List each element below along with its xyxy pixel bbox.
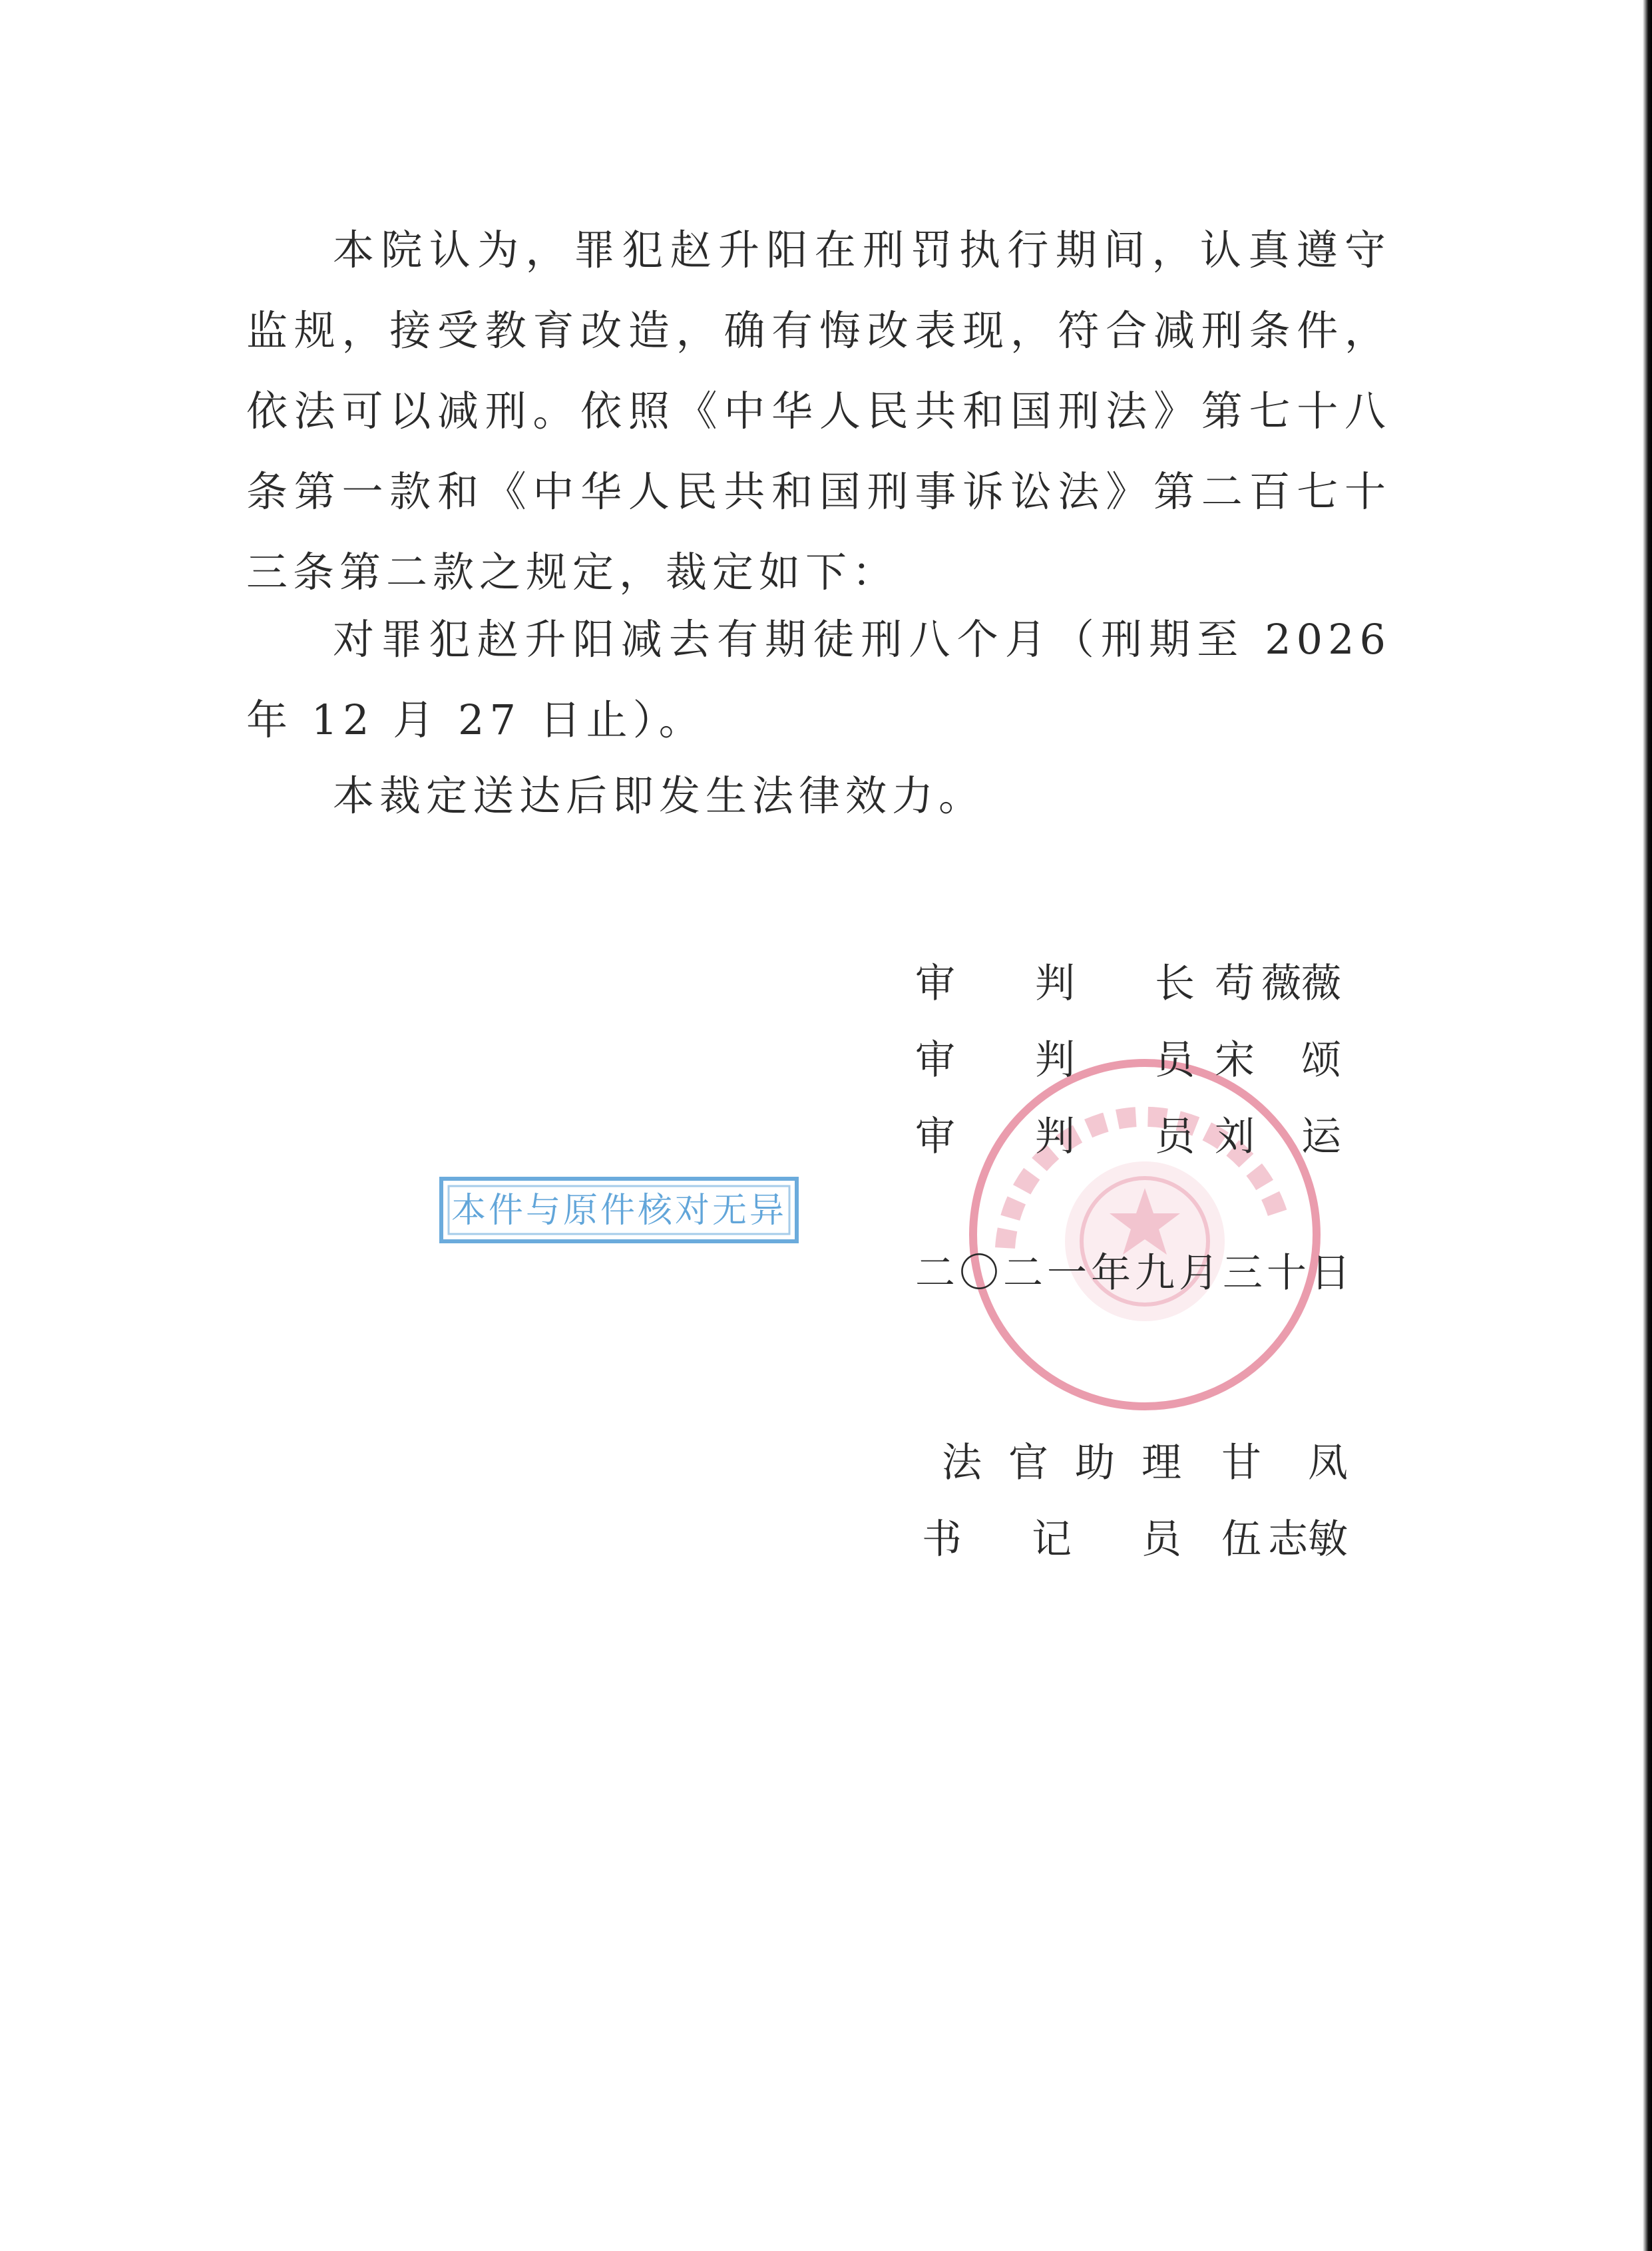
judicial-assistant-line <box>942 1431 1348 1488</box>
judge-2-role: 审 判 员 <box>915 1114 1195 1160</box>
judge-2-line <box>915 1105 1341 1162</box>
judge-1-line <box>915 1028 1341 1086</box>
scan-edge-shadow <box>1643 0 1652 2251</box>
judicial-assistant-name: 甘 凤 <box>1221 1440 1348 1486</box>
judge-1-role: 审 判 员 <box>915 1037 1195 1084</box>
judge-2-name: 刘 运 <box>1215 1114 1341 1160</box>
court-seal <box>958 1048 1331 1421</box>
svg-text:本件与原件核对无异: 本件与原件核对无异 <box>451 1191 787 1231</box>
ruling-reasoning-paragraph: 本院认为，罪犯赵升阳在刑罚执行期间，认真遵守监规，接受教育改造，确有悔改表现，符合减刑条件，依法可以减刑。依照《中华人民共和国刑法》第七十八条第一款和《中华人民共和国刑事诉讼法》第二百七十三条第二款之规定，裁定如下： <box>246 226 1391 596</box>
presiding-judge-role: 审 判 长 <box>915 960 1195 1007</box>
ruling-date: 二〇二一年九月三十日 <box>915 1250 1354 1297</box>
presiding-judge-line <box>915 952 1341 1009</box>
judicial-assistant-role: 法 官 助 理 <box>942 1440 1181 1486</box>
ruling-decision-paragraph: 对罪犯赵升阳减去有期徒刑八个月（刑期至 2026 年 12 月 27 日止）。 <box>246 615 1391 744</box>
clerk-name: 伍 志敏 <box>1221 1516 1348 1563</box>
clerk-line <box>922 1508 1348 1565</box>
copy-verification-stamp <box>439 1177 799 1243</box>
judge-1-name: 宋 颂 <box>1215 1037 1341 1084</box>
ruling-effect-paragraph: 本裁定送达后即发生法律效力。 <box>333 771 986 820</box>
clerk-role: 书 记 员 <box>922 1516 1181 1563</box>
presiding-judge-name: 苟 薇薇 <box>1215 960 1341 1007</box>
